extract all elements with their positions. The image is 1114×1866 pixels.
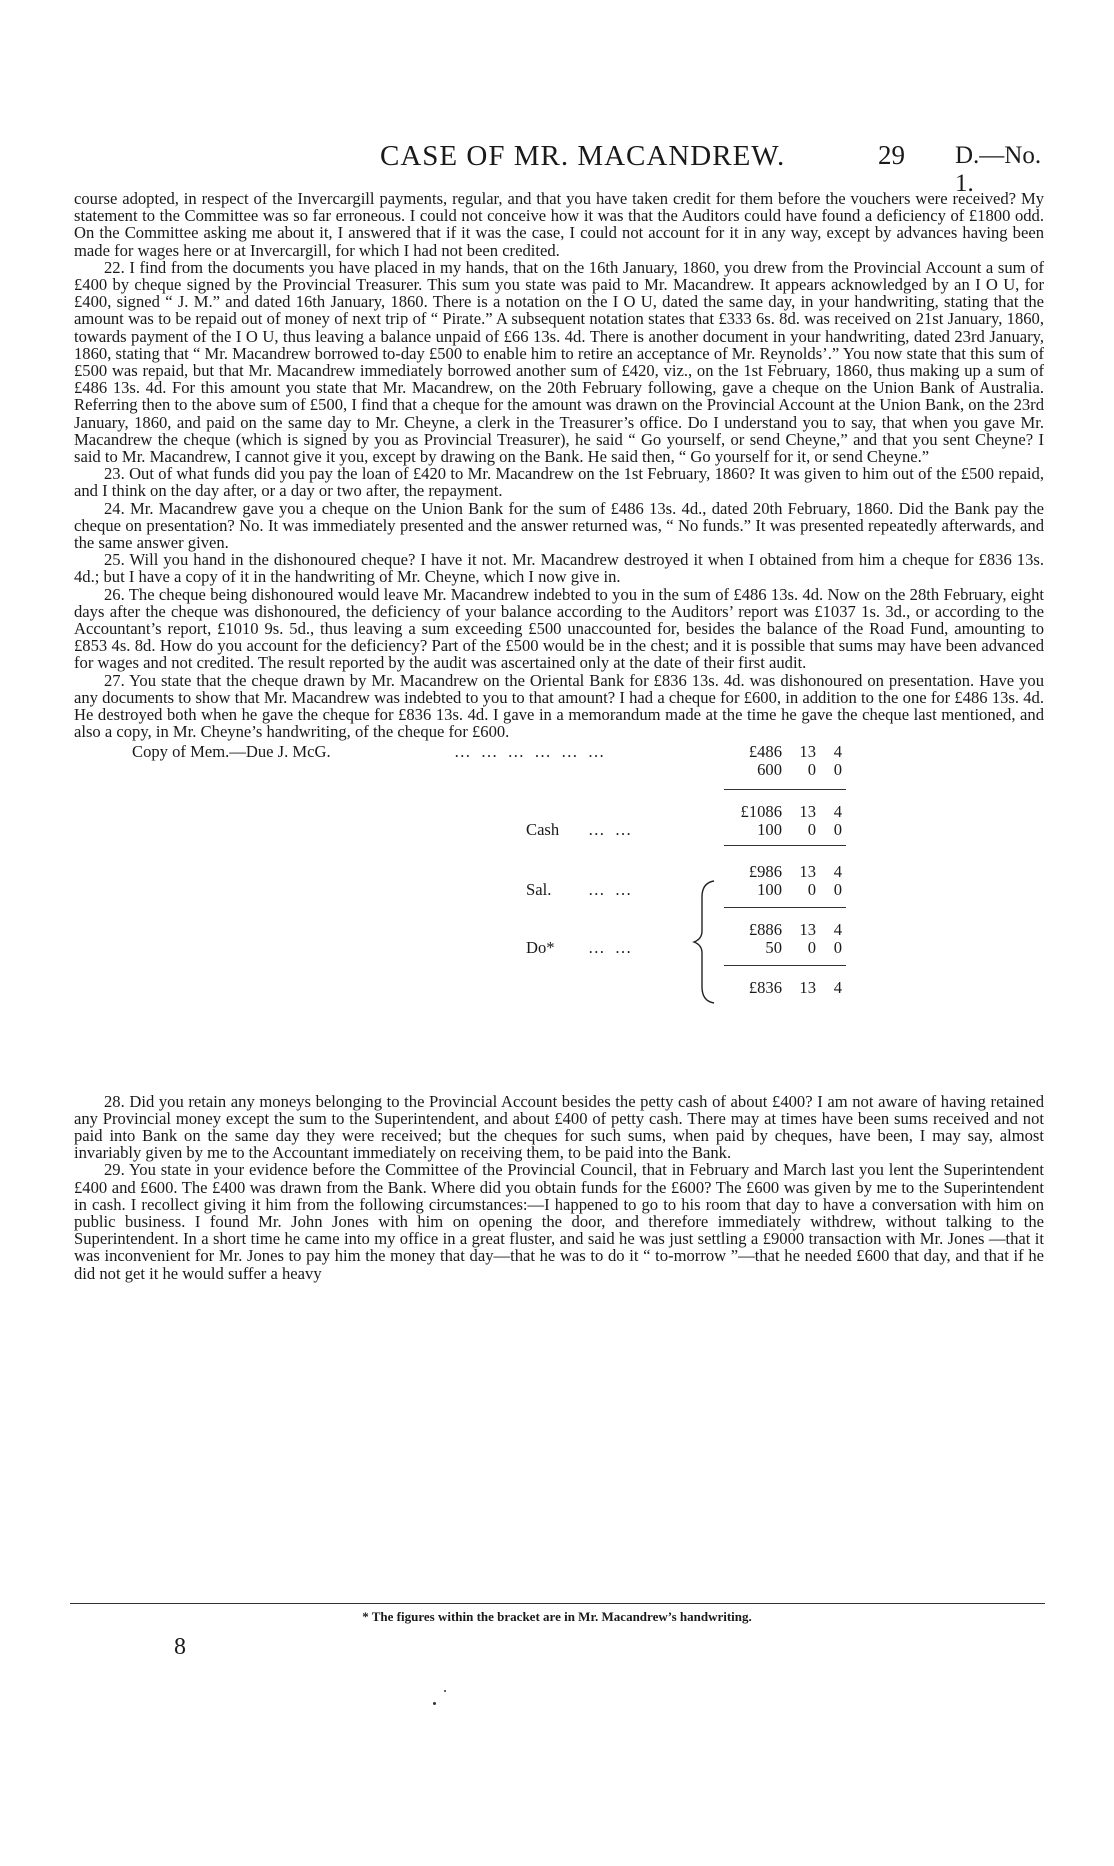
memo-shillings: 13 (799, 919, 816, 939)
paragraph-23: 23. Out of what funds did you pay the loan of £420 to Mr. Macandrew on the 1st February, 1860? It was given to him out of the £500 repaid, and I think on the day after, or a day or two after, the repayment. (74, 464, 1044, 501)
memo-heading: Copy of Mem.—Due J. McG. (132, 741, 331, 761)
leader-dots: … … (588, 937, 635, 957)
signature-mark: 8 (174, 1634, 186, 1660)
memo-pence: 0 (833, 879, 842, 899)
memo-amount: £836 (748, 977, 782, 997)
memo-pence: 4 (833, 861, 842, 881)
memo-row (74, 743, 1044, 761)
memo-row (74, 881, 1044, 899)
memo-label: Sal. (526, 879, 552, 899)
memo-row (74, 979, 1044, 997)
memo-shillings: 13 (799, 801, 816, 821)
memo-amount: 100 (757, 819, 782, 839)
memo-pence: 0 (833, 819, 842, 839)
paragraph-26: 26. The cheque being dishonoured would leave Mr. Macandrew indebted to you in the sum of £486 13s. 4d. Now on the 28th February, eight days after the cheque was dishonoured, the deficiency of your balance according to the Auditors’ report was £1037 1s. 3d., or according to the Accountant’s report, £1010 9s. 5d., thus leaving a sum exceeding £500 unaccounted for, besides the balance of the Road Fund, amounting to £853 4s. 8d. How do you account for the deficiency? Part of the £500 would be in the chest; and it is possible that sums may have been advanced for wages and not credited. The result reported by the audit was ascertained only at the date of their first audit. (74, 584, 1044, 673)
memo-amount: 100 (757, 879, 782, 899)
print-speck (444, 1690, 446, 1692)
memo-shillings: 13 (799, 861, 816, 881)
paragraph-25: 25. Will you hand in the dishonoured cheque? I have it not. Mr. Macandrew destroyed it when I obtained from him a cheque for £836 13s. 4d.; but I have a copy of it in the handwriting of Mr. Cheyne, which I now give in. (74, 550, 1044, 587)
memo-shillings: 0 (807, 819, 816, 839)
document-reference: D.—No. 1. (955, 142, 1042, 197)
handwriting-bracket (692, 879, 720, 1005)
memo-shillings: 0 (807, 879, 816, 899)
memorandum-table (74, 741, 1044, 1093)
paragraph-29: 29. You state in your evidence before the Committee of the Provincial Council, that in February and March last you lent the Superintendent £400 and £600. The £400 was drawn from the Bank. Where did you obtain funds for the £600? The £600 was given by me to the Superintendent in cash. I recollect giving it him from the following circumstances:—I happened to go to his room that day to have a conversation with him on public business. I found Mr. John Jones with him on opening the door, and therefore immediately withdrew, without talking to the Superintendent. In a short time he came into my office in a great fluster, and said he was just settling a £9000 transaction with Mr. Jones —that it was inconvenient for Mr. Jones to pay him the money that day—that he was to do it “ to-morrow ”—that he needed £600 that day, and that if he did not get it he would suffer a heavy (74, 1160, 1044, 1283)
leader-dots: … … (588, 879, 635, 899)
memo-row (74, 921, 1044, 939)
memo-row (74, 803, 1044, 821)
memo-shillings: 0 (807, 759, 816, 779)
sum-rule (724, 907, 846, 908)
paragraph-22: 22. I find from the documents you have placed in my hands, that on the 16th January, 1860, you drew from the Provincial Account a sum of £400 by cheque signed by the Provincial Treasurer. This sum you state was paid to Mr. Macandrew. It appears acknowledged by an I O U, for £400, signed “ J. M.” and dated 16th January, 1860. There is a notation on the I O U, dated the same day, in your handwriting, stating that the amount was to be repaid out of money of next trip of “ Pirate.” A subsequent notation states that £333 6s. 8d. was received on 21st January, 1860, towards payment of the I O U, thus leaving a balance unpaid of £66 13s. 4d. There is another document in your handwriting, dated 23rd January, 1860, stating that “ Mr. Macandrew borrowed to-day £500 to enable him to retire an acceptance of Mr. Reynolds’.” You now state that this sum of £500 was repaid, but that Mr. Macandrew immediately borrowed another sum of £420, viz., on the 1st February, 1860, thus making up a sum of £486 13s. 4d. For this amount you state that Mr. Macandrew, on the 20th February following, gave a cheque on the Union Bank of Australia. Referring then to the above sum of £500, I find that a cheque for the amount was drawn on the Provincial Account at the Union Bank, on the 23rd January, 1860, and paid on the same day to Mr. Cheyne, a clerk in the Treasurer’s office. Do I understand you to say, that when you gave Mr. Macandrew the cheque (which is signed by you as Provincial Treasurer), he said “ Go yourself, or send Cheyne,” and that you sent Cheyne? I said to Mr. Macandrew, I cannot give it you, except by drawing on the Bank. He said then, “ Go yourself for it, or send Cheyne.” (74, 257, 1044, 467)
memo-label: Cash (526, 819, 560, 839)
memo-amount: 600 (757, 759, 782, 779)
memo-pence: 0 (833, 937, 842, 957)
paragraph-24: 24. Mr. Macandrew gave you a cheque on the Union Bank for the sum of £486 13s. 4d., dated 20th February, 1860. Did the Bank pay the cheque on presentation? No. It was immediately presented and the answer returned was, “ No funds.” It was presented repeatedly afterwards, and the same answer given. (74, 498, 1044, 553)
paragraph-continued: course adopted, in respect of the Invercargill payments, regular, and that you have taken credit for them before the vouchers were received? My statement to the Committee was so far erroneous. I could not conceive how it was that the Auditors could have found a deficiency of £1800 odd. On the Committee asking me about it, I answered that if it was the case, I could not account for it in any way, except by advances having been made for wages here or at Invercargill, for which I had not been credited. (74, 189, 1044, 260)
memo-pence: 4 (833, 801, 842, 821)
running-title: CASE OF MR. MACANDREW. (380, 140, 786, 172)
memo-pence: 4 (833, 741, 842, 761)
memo-pence: 0 (833, 759, 842, 779)
paragraph-28: 28. Did you retain any moneys belonging to the Provincial Account besides the petty cash of about £400? I am not aware of having retained any Provincial money except the sum to the Superintendent, and about £400 of petty cash. There may at times have been sums received and not paid into Bank on the same day they were received; but the cheques for such sums, when paid by cheques, have been, I may say, almost invariably given by me to the Accountant immediately on receiving them, to be paid into the Bank. (74, 1091, 1044, 1163)
footnote-rule (70, 1603, 1045, 1604)
page-header (70, 140, 1054, 197)
footnote: * The figures within the bracket are in Mr. Macandrew’s handwriting. (362, 1609, 752, 1624)
memo-row (74, 939, 1044, 957)
sum-rule (724, 845, 846, 846)
memo-shillings: 13 (799, 741, 816, 761)
memo-pence: 4 (833, 977, 842, 997)
leader-dots: … … … … … … (454, 741, 608, 761)
memo-label: Do* (526, 937, 555, 957)
memo-amount: £886 (748, 919, 782, 939)
memo-pence: 4 (833, 919, 842, 939)
leader-dots: … … (588, 819, 635, 839)
paragraph-27: 27. You state that the cheque drawn by Mr. Macandrew on the Oriental Bank for £836 13s. 4d. was dishonoured on presentation. Have you any documents to show that Mr. Macandrew was indebted to you to that amount? I had a cheque for £600, in addition to the one for £486 13s. 4d. He destroyed both when he gave the cheque for £836 13s. 4d. I gave in a memorandum made at the time he gave the cheque last mentioned, and also a copy, in Mr. Cheyne’s handwriting, of the cheque for £600. (74, 670, 1044, 742)
page-number: 29 (878, 140, 905, 170)
memo-shillings: 13 (799, 977, 816, 997)
print-speck (433, 1702, 436, 1705)
memo-shillings: 0 (807, 937, 816, 957)
memo-amount: £486 (748, 741, 782, 761)
page-body (74, 190, 1044, 1282)
sum-rule (724, 965, 846, 966)
memo-amount: 50 (765, 937, 782, 957)
memo-row (74, 863, 1044, 881)
memo-amount: £986 (748, 861, 782, 881)
memo-row (74, 821, 1044, 839)
memo-row (74, 761, 1044, 779)
sum-rule (724, 789, 846, 790)
memo-amount: £1086 (740, 801, 782, 821)
